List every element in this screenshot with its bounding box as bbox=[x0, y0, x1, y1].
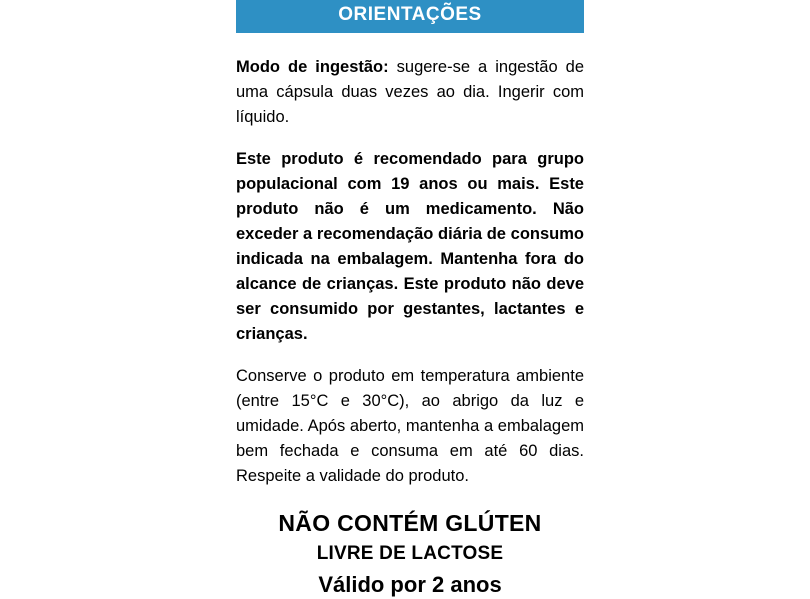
section-header-orientacoes: ORIENTAÇÕES bbox=[236, 0, 584, 33]
content-column bbox=[236, 0, 584, 599]
claim-lactose-free: LIVRE DE LACTOSE bbox=[316, 542, 504, 564]
usage-text: sugere-se a ingestão de uma cápsula duas vezes ao dia. Ingerir com líquido. bbox=[236, 57, 584, 127]
storage-paragraph: Conserve o produto em temperatura ambiente (entre 15°C e 30°C), ao abrigo da luz e umidade. Após aberto, mantenha a embalagem bem fechada e consuma em até 60 dias. Respeite a validade do produto. bbox=[236, 366, 584, 486]
claim-validity: Válido por 2 anos bbox=[318, 571, 502, 597]
claims-block bbox=[236, 509, 584, 599]
claim-gluten-free: NÃO CONTÉM GLÚTEN bbox=[278, 510, 542, 537]
usage-label: Modo de ingestão: bbox=[236, 57, 389, 76]
usage-paragraph bbox=[236, 55, 584, 130]
warning-paragraph: Este produto é recomendado para grupo populacional com 19 anos ou mais. Este produto não é um medicamento. Não exceder a recomendação diária de consumo indicada na embalagem. Mantenha fora do alcance de crianças. Este produto não deve ser consumido por gestantes, lactantes e crianças. bbox=[236, 149, 584, 344]
